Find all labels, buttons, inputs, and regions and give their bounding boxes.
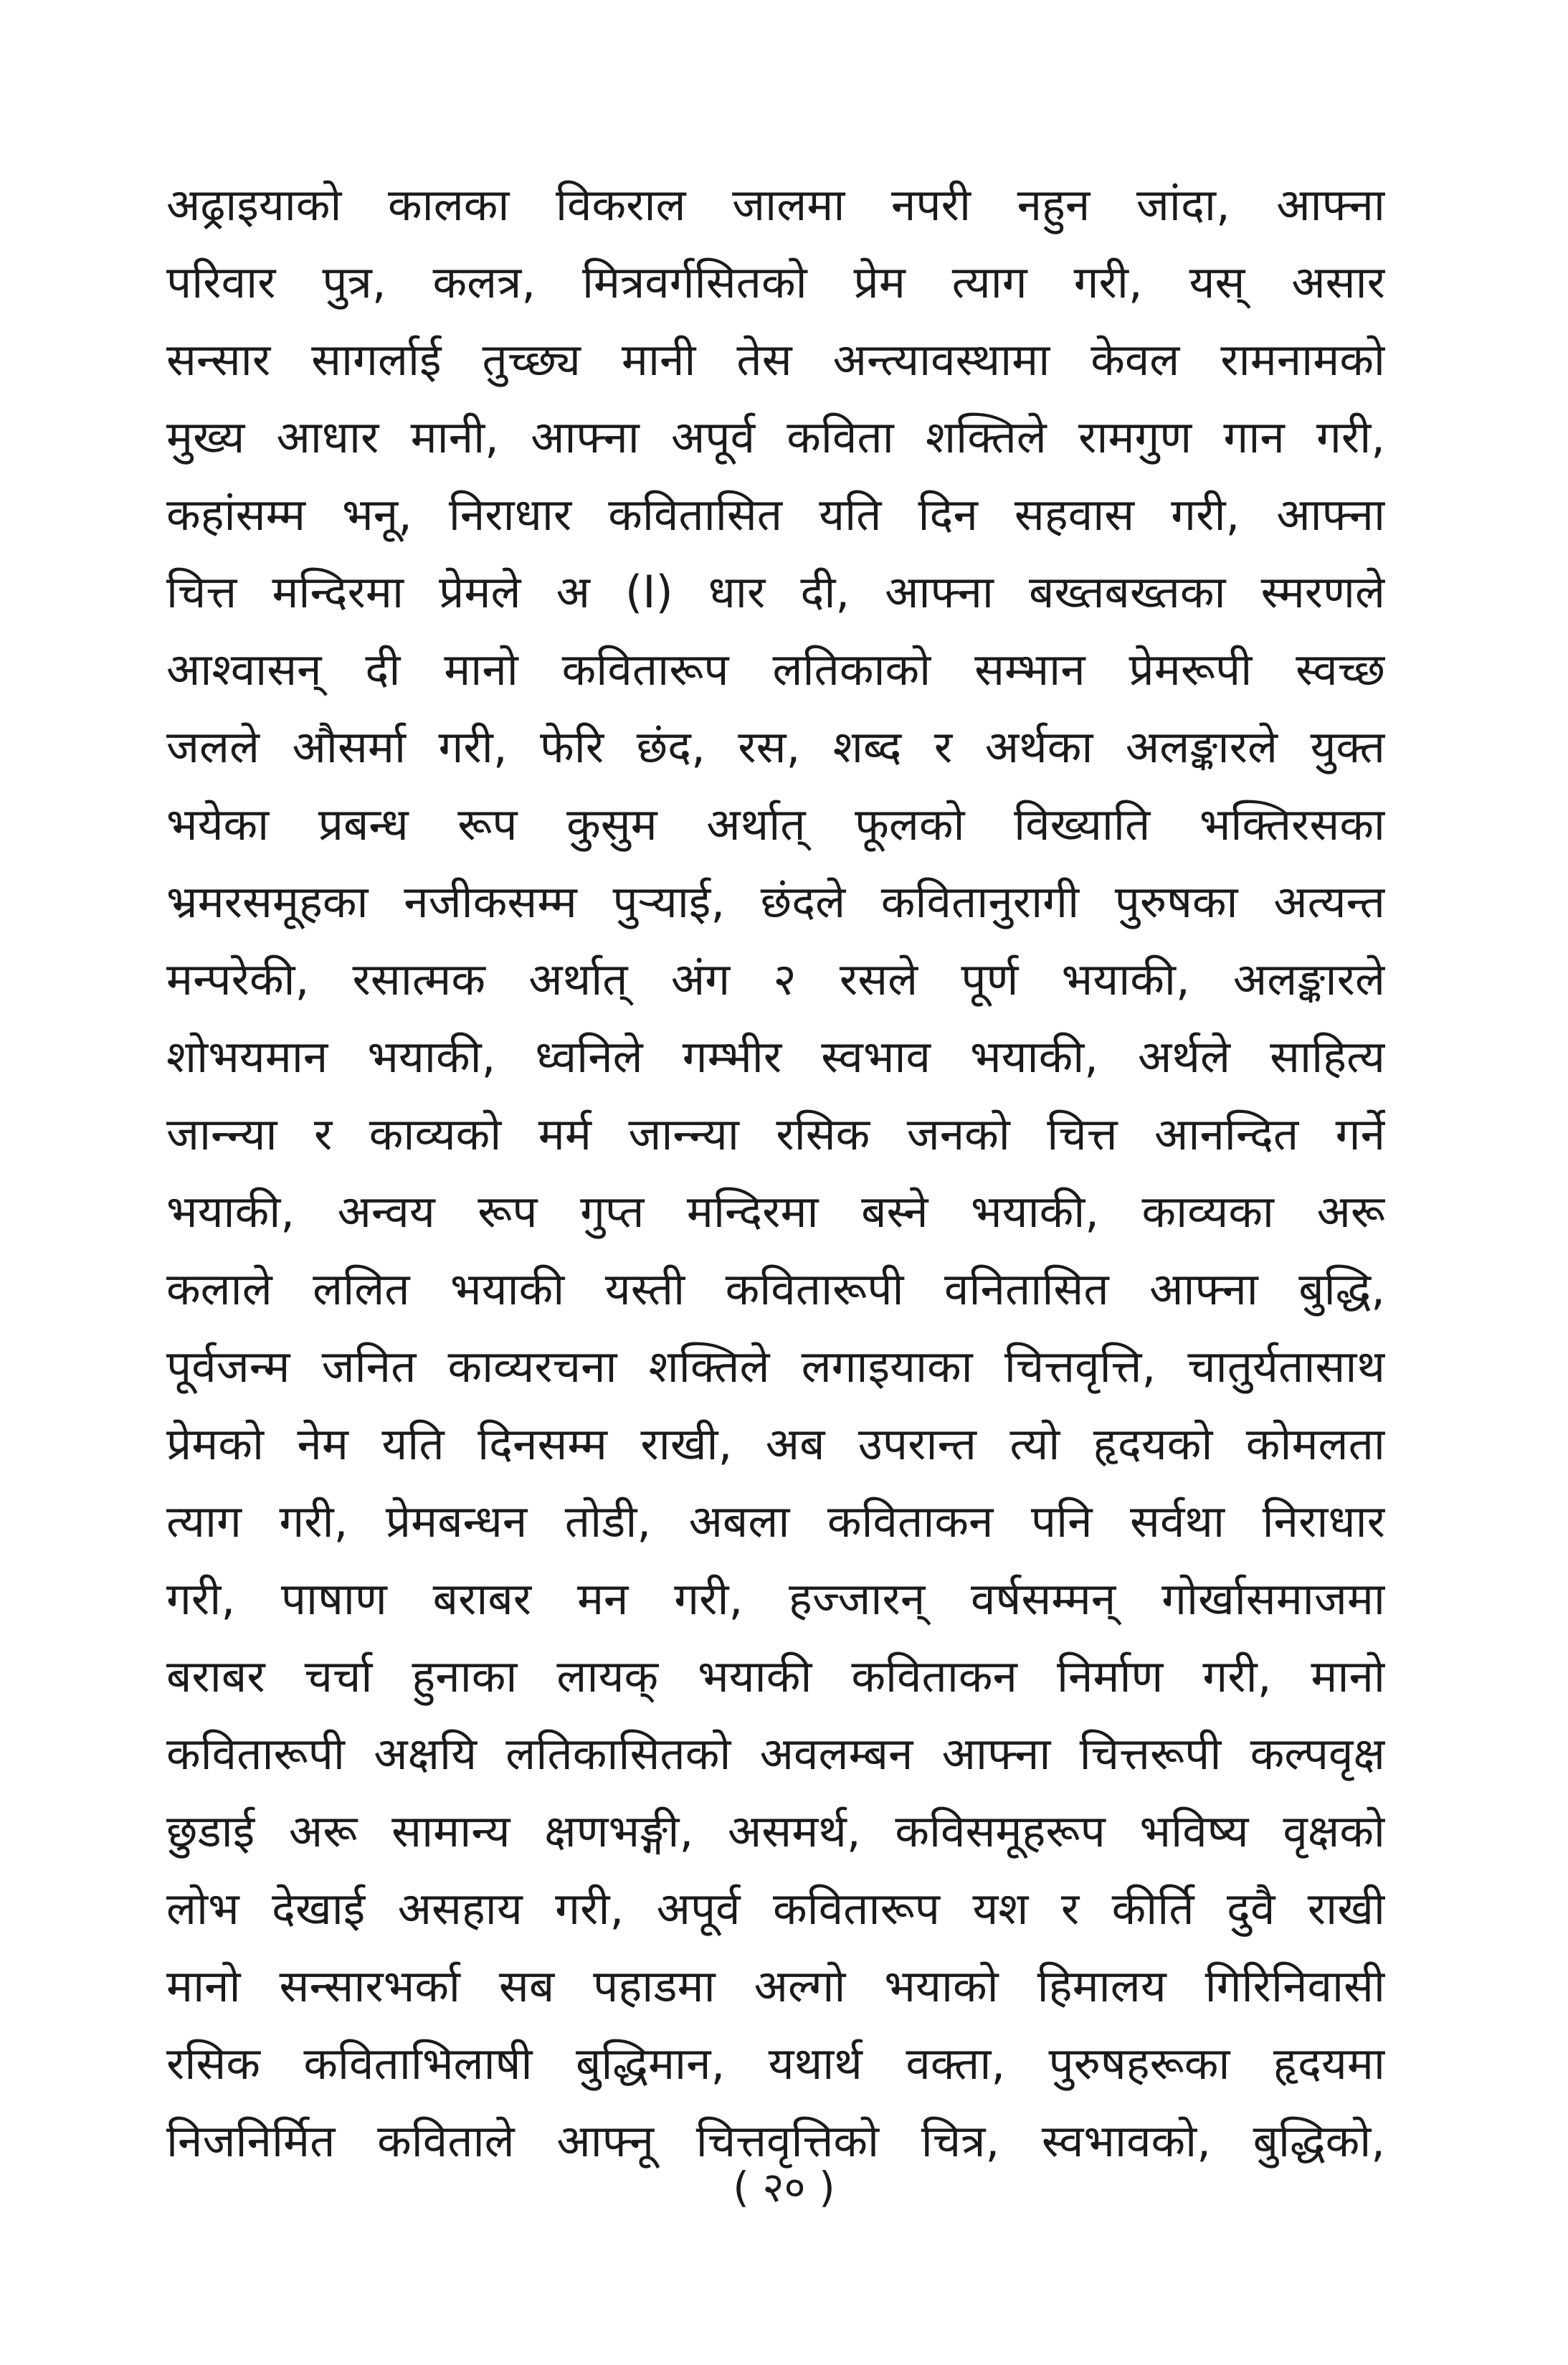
text-line: पूर्वजन्म जनित काव्यरचना शक्तिले लगाइयाका चित्तवृत्ति, चातुर्यतासाथ: [166, 1340, 1385, 1393]
text-line: शोभयमान भयाकी, ध्वनिले गम्भीर स्वभाव भयाकी, अर्थले साहित्य: [166, 1030, 1385, 1083]
text-line: छुडाई अरू सामान्य क्षणभङ्गी, असमर्थ, कविसमूहरूप भविष्य वृक्षको: [166, 1805, 1385, 1857]
text-line: निजनिर्मित कविताले आफ्नू चित्तवृत्तिको चित्र, स्वभावको, बुद्धिको,: [166, 2115, 1385, 2167]
text-line: मुख्य आधार मानी, आफ्ना अपूर्व कविता शक्तिले रामगुण गान गरी,: [166, 411, 1385, 463]
text-line: अढ्राइयाको कालका विकराल जालमा नपरी नहुन जांदा, आफ्ना: [166, 179, 1385, 231]
text-line: भयेका प्रबन्ध रूप कुसुम अर्थात् फूलको विख्याति भक्तिरसका: [166, 798, 1385, 850]
text-line: मानो सन्सारभर्का सब पहाडमा अल्गो भयाको हिमालय गिरिनिवासी: [166, 1960, 1385, 2012]
text-line: लोभ देखाई असहाय गरी, अपूर्व कवितारूप यश र कीर्ति दुवै राखी: [166, 1882, 1385, 1935]
text-line: मन्परेकी, रसात्मक अर्थात् अंग २ रसले पूर्ण भयाकी, अलङ्कारले: [166, 953, 1385, 1005]
text-line: परिवार पुत्र, कलत्र, मित्रवर्गसितको प्रेम त्याग गरी, यस् असार: [166, 256, 1385, 308]
text-line: भयाकी, अन्वय रूप गुप्त मन्दिरमा बस्ने भयाकी, काव्यका अरू: [166, 1185, 1385, 1238]
text-line: कलाले ललित भयाकी यस्ती कवितारूपी वनितासित आफ्ना बुद्धि,: [166, 1263, 1385, 1315]
text-line: आश्वासन् दी मानो कवितारूप लतिकाको सम्भान प्रेमरूपी स्वच्छ: [166, 643, 1385, 696]
text-line: चित्त मन्दिरमा प्रेमले अ (I) धार दी, आफ्ना बख्तबख्तका स्मरणले: [166, 566, 1385, 618]
text-line: कहांसम्म भनू, निराधार कवितासित यति दिन सहवास गरी, आफ्ना: [166, 488, 1385, 541]
text-line: रसिक कविताभिलाषी बुद्धिमान, यथार्थ वक्ता, पुरुषहरूका हृदयमा: [166, 2037, 1385, 2090]
text-line: कवितारूपी अक्षयि लतिकासितको अवलम्बन आफ्ना चित्तरूपी कल्पवृक्ष: [166, 1727, 1385, 1780]
text-line: त्याग गरी, प्रेमबन्धन तोडी, अबला कविताकन पनि सर्वथा निराधार: [166, 1495, 1385, 1548]
text-line: प्रेमको नेम यति दिनसम्म राखी, अब उपरान्त त्यो हृदयको कोमलता: [166, 1418, 1385, 1470]
text-line: भ्रमरसमूहका नजीकसम्म पुऱ्याई, छंदले कवितानुरागी पुरुषका अत्यन्त: [166, 876, 1385, 928]
text-line: बराबर चर्चा हुनाका लायक् भयाकी कविताकन निर्माण गरी, मानो: [166, 1650, 1385, 1702]
text-line: जान्न्या र काव्यको मर्म जान्न्या रसिक जनको चित्त आनन्दित गर्ने: [166, 1108, 1385, 1160]
page-number: ( २० ): [733, 2163, 835, 2212]
body-text: [166, 166, 1385, 2180]
text-line: सन्सार सागर्लाई तुच्छ्य मानी तेस अन्त्यावस्थामा केवल रामनामको: [166, 333, 1385, 386]
text-line: जलले औसर्मा गरी, फेरि छंद, रस, शब्द र अर्थका अलङ्कारले युक्त: [166, 721, 1385, 773]
text-line: गरी, पाषाण बराबर मन गरी, हज्जारन् वर्षसम्मन् गोर्खासमाजमा: [166, 1573, 1385, 1625]
